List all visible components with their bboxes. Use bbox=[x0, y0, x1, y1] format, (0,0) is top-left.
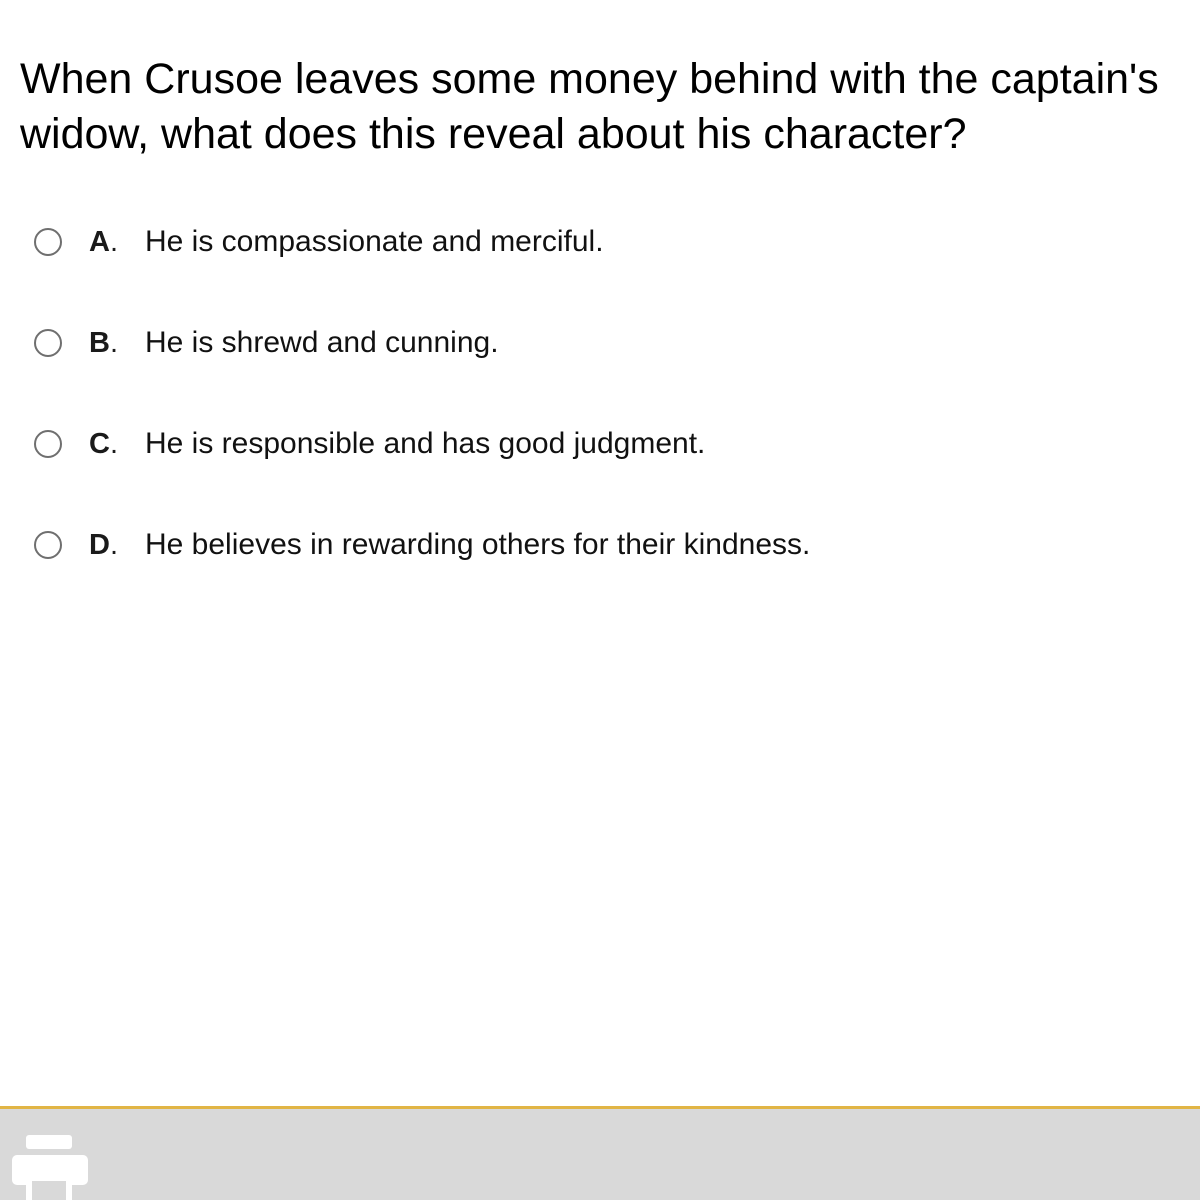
option-a[interactable] bbox=[34, 216, 604, 268]
printer-icon[interactable] bbox=[10, 1133, 90, 1200]
option-d-radio[interactable] bbox=[34, 531, 62, 559]
option-c-radio[interactable] bbox=[34, 430, 62, 458]
option-b[interactable] bbox=[34, 317, 499, 369]
question-line-2: widow, what does this reveal about his character? bbox=[20, 110, 967, 158]
question-text bbox=[20, 52, 1200, 162]
option-d-letter: D. bbox=[89, 528, 119, 561]
option-c[interactable] bbox=[34, 418, 705, 470]
option-d-text: He believes in rewarding others for their kindness. bbox=[145, 528, 811, 561]
footer-toolbar bbox=[0, 1106, 1200, 1200]
option-d[interactable] bbox=[34, 519, 810, 571]
option-b-text: He is shrewd and cunning. bbox=[145, 326, 499, 359]
question-line-1: When Crusoe leaves some money behind with the captain's bbox=[20, 55, 1159, 103]
option-b-radio[interactable] bbox=[34, 329, 62, 357]
option-a-letter: A. bbox=[89, 225, 119, 258]
option-c-text: He is responsible and has good judgment. bbox=[145, 427, 706, 460]
option-b-letter: B. bbox=[89, 326, 119, 359]
option-c-letter: C. bbox=[89, 427, 119, 460]
option-a-radio[interactable] bbox=[34, 228, 62, 256]
option-a-text: He is compassionate and merciful. bbox=[145, 225, 604, 258]
